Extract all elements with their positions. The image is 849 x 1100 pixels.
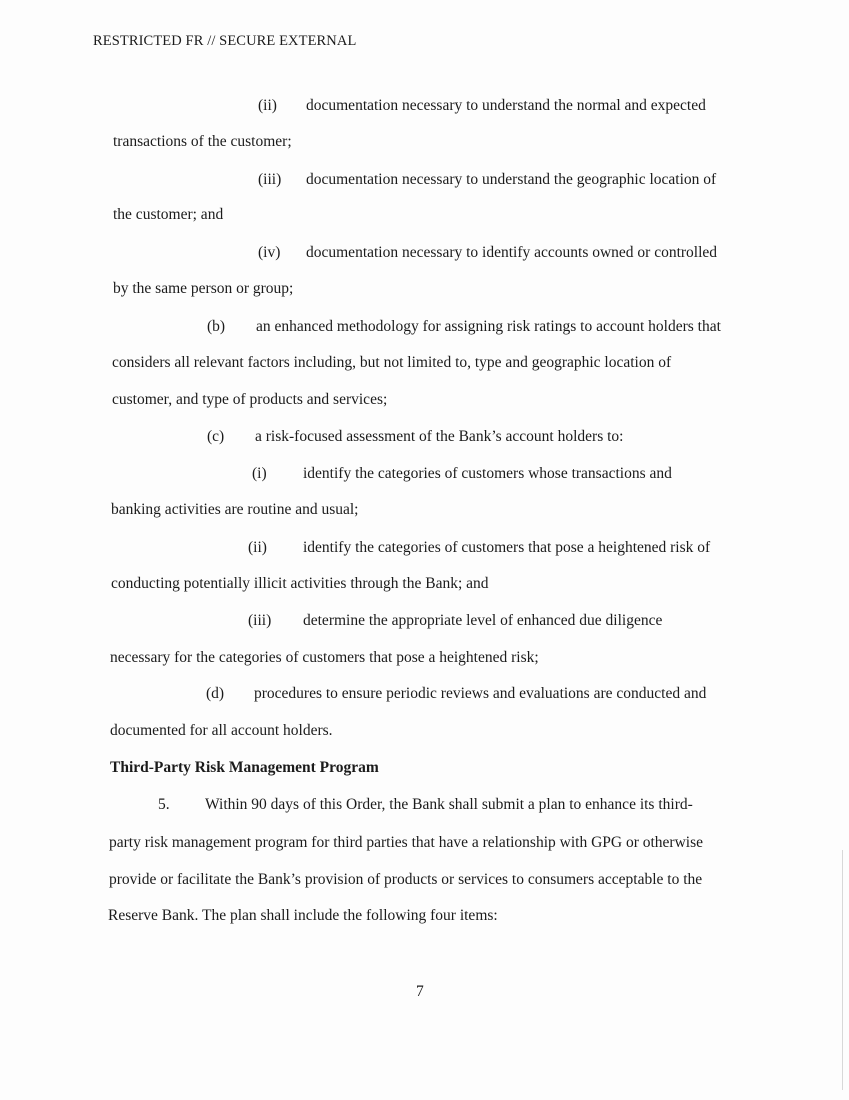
item-c-ii-continuation: conducting potentially illicit activities through the Bank; and <box>111 575 489 592</box>
item-b-continuation-2: customer, and type of products and services; <box>112 391 388 408</box>
page-number: 7 <box>416 983 424 1000</box>
item-c-iii-continuation: necessary for the categories of customers that pose a heightened risk; <box>110 649 539 666</box>
item-d-continuation: documented for all account holders. <box>110 722 333 739</box>
scan-edge-shadow <box>842 850 843 1090</box>
item-c-iii-marker: (iii) <box>248 612 272 629</box>
subitem-a-iii-marker: (iii) <box>258 171 282 188</box>
item-c-i-marker: (i) <box>252 465 267 482</box>
item-b-text: an enhanced methodology for assigning risk ratings to account holders that <box>256 318 721 335</box>
paragraph-5-line-2: party risk management program for third parties that have a relationship with GPG or otherwise <box>109 834 704 851</box>
subitem-a-iii-text: documentation necessary to understand the geographic location of <box>306 171 717 188</box>
item-d-marker: (d) <box>206 685 225 702</box>
item-c-i-text: identify the categories of customers whose transactions and <box>303 465 672 482</box>
item-c-iii-text: determine the appropriate level of enhanced due diligence <box>303 612 663 629</box>
item-c-marker: (c) <box>207 428 225 445</box>
item-c-ii-marker: (ii) <box>248 539 267 556</box>
item-c-i-continuation: banking activities are routine and usual; <box>111 501 359 518</box>
classification-header: RESTRICTED FR // SECURE EXTERNAL <box>93 33 357 49</box>
subitem-a-iv-text: documentation necessary to identify accounts owned or controlled <box>306 244 718 261</box>
paragraph-5-line-4: Reserve Bank. The plan shall include the following four items: <box>108 907 498 924</box>
paragraph-5-line-3: provide or facilitate the Bank’s provision of products or services to consumers acceptable to the <box>109 871 703 888</box>
item-d-text: procedures to ensure periodic reviews and evaluations are conducted and <box>254 685 707 702</box>
subitem-a-iv-marker: (iv) <box>258 244 281 261</box>
item-b-marker: (b) <box>207 318 226 335</box>
section-heading: Third-Party Risk Management Program <box>110 759 379 776</box>
item-b-continuation-1: considers all relevant factors including, but not limited to, type and geographic location of <box>112 354 672 371</box>
subitem-a-ii-marker: (ii) <box>258 97 277 114</box>
item-c-text: a risk-focused assessment of the Bank’s account holders to: <box>255 428 624 445</box>
subitem-a-ii-text: documentation necessary to understand the normal and expected <box>306 97 706 114</box>
paragraph-5-line-1: Within 90 days of this Order, the Bank shall submit a plan to enhance its third- <box>205 796 693 813</box>
item-c-ii-text: identify the categories of customers that pose a heightened risk of <box>303 539 711 556</box>
subitem-a-ii-continuation: transactions of the customer; <box>113 133 292 150</box>
subitem-a-iii-continuation: the customer; and <box>113 206 224 223</box>
paragraph-5-number: 5. <box>158 796 170 813</box>
subitem-a-iv-continuation: by the same person or group; <box>113 280 294 297</box>
